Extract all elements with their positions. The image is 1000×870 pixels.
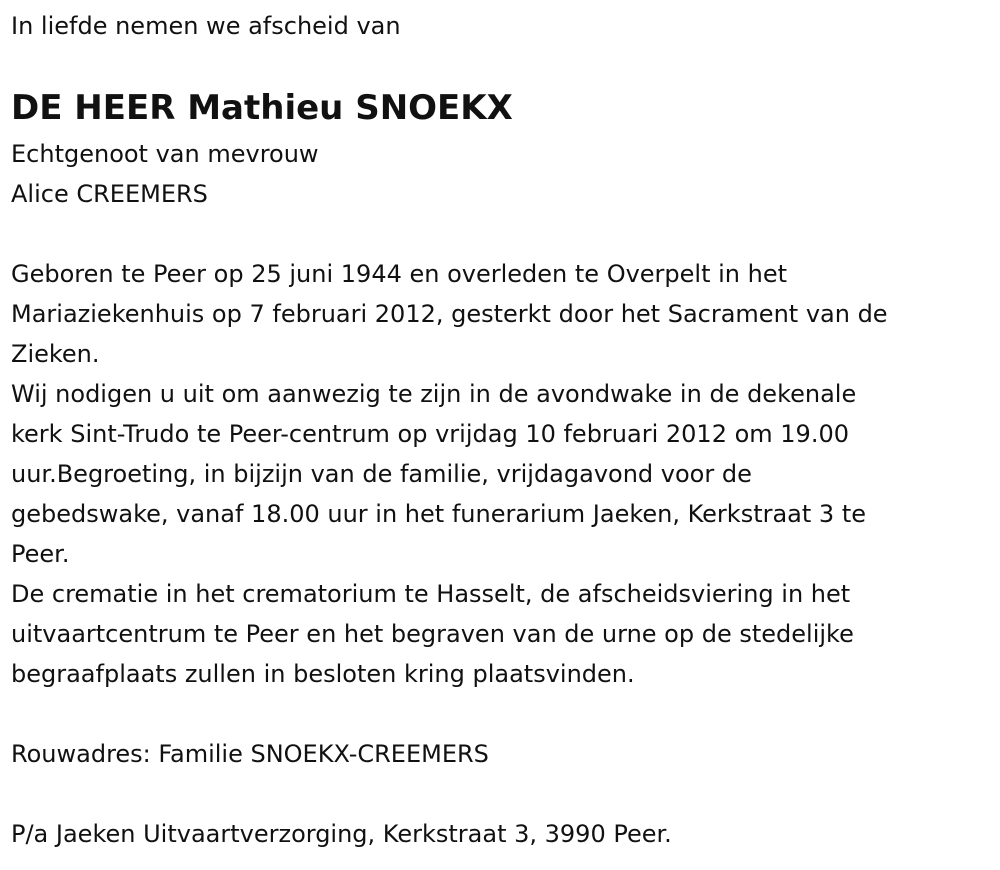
body-line: De crematie in het crematorium te Hasselt, de afscheidsviering in het xyxy=(11,580,851,608)
body-line: uitvaartcentrum te Peer en het begraven van de urne op de stedelijke xyxy=(11,620,854,648)
body-line: kerk Sint-Trudo te Peer-centrum op vrijdag 10 februari 2012 om 19.00 xyxy=(11,420,849,448)
spacer xyxy=(11,694,975,734)
spacer xyxy=(11,214,975,254)
body-line: Peer. xyxy=(11,540,70,568)
body-line: begraafplaats zullen in besloten kring plaatsvinden. xyxy=(11,660,635,688)
body-line: Mariaziekenhuis op 7 februari 2012, gesterkt door het Sacrament van de xyxy=(11,300,888,328)
body-line: gebedswake, vanaf 18.00 uur in het funerarium Jaeken, Kerkstraat 3 te xyxy=(11,500,866,528)
body-line: Zieken. xyxy=(11,340,100,368)
spacer xyxy=(11,774,975,814)
intro-text: In liefde nemen we afscheid van xyxy=(11,12,401,40)
body-line: Wij nodigen u uit om aanwezig te zijn in de avondwake in de dekenale xyxy=(11,380,857,408)
body-line: uur.Begroeting, in bijzijn van de familie, vrijdagavond voor de xyxy=(11,460,752,488)
care-of-address: P/a Jaeken Uitvaartverzorging, Kerkstraat 3, 3990 Peer. xyxy=(11,820,672,848)
body-line: Geboren te Peer op 25 juni 1944 en overleden te Overpelt in het xyxy=(11,260,788,288)
deceased-name: DE HEER Mathieu SNOEKX xyxy=(11,88,513,128)
spouse-label: Echtgenoot van mevrouw xyxy=(11,140,319,168)
mourning-address: Rouwadres: Familie SNOEKX-CREEMERS xyxy=(11,740,489,768)
obituary-body xyxy=(11,254,975,694)
spouse-name: Alice CREEMERS xyxy=(11,180,208,208)
